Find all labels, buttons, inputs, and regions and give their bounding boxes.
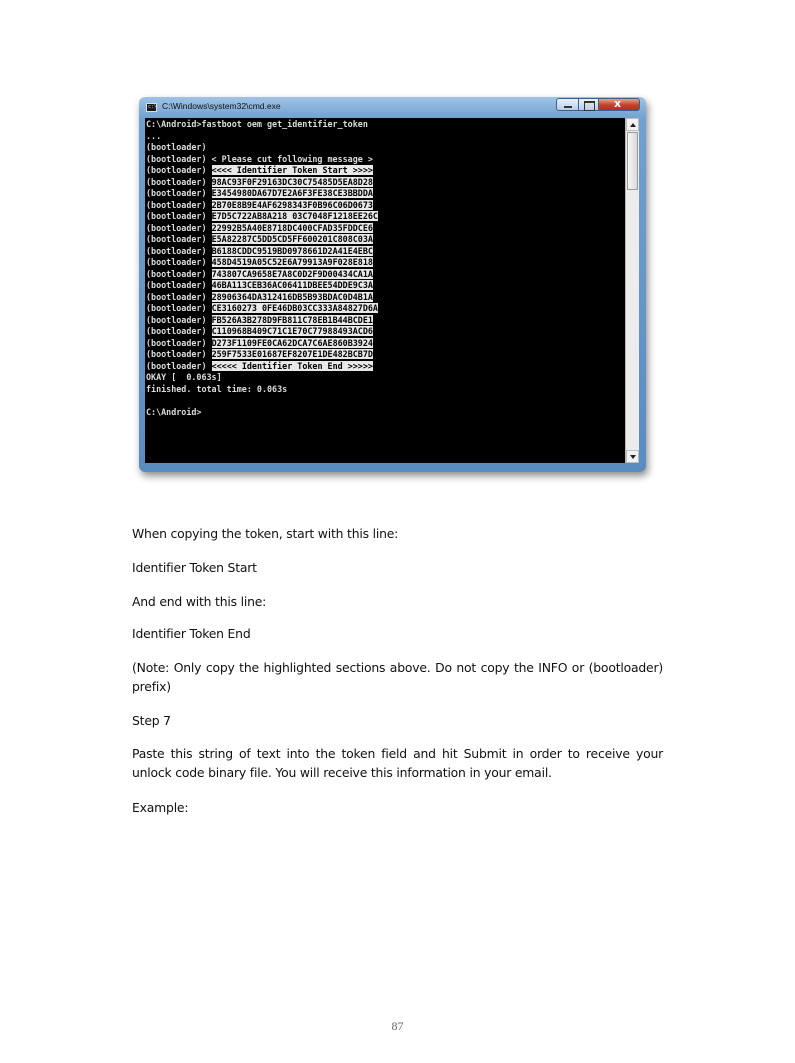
console-line: [146, 372, 222, 384]
page-number: 87: [391, 1019, 404, 1033]
window-controls: [556, 98, 640, 111]
console-line: [146, 361, 373, 373]
console-line-prefix: C:\Android>fastboot oem get_identifier_token: [146, 119, 368, 129]
console-line-prefix: (bootloader): [146, 314, 212, 325]
highlighted-token-segment: 259F7533E01687EF8207E1DE482BCB7D: [211, 349, 373, 359]
console-line-prefix: (bootloader): [146, 360, 212, 371]
highlighted-token-segment: 46BA113CEB36AC06411DBEE54DDE9C3A: [211, 280, 373, 290]
console-line-prefix: (bootloader): [146, 337, 212, 348]
highlighted-token-segment: B6188CDDC9519BD0978661D2A41E4EBC: [211, 245, 373, 256]
console-line: [146, 223, 373, 235]
highlighted-token-segment: E3454980DA67D7E2A6F3FE38CE3BBDDA: [211, 188, 373, 198]
console-line: [146, 165, 373, 177]
console-line: [146, 200, 373, 212]
console-line-prefix: (bootloader): [146, 326, 212, 336]
highlighted-token-segment: CE3160273 0FE46DB03CC333A84827D6A: [211, 303, 378, 313]
scroll-up-arrow-icon[interactable]: [626, 118, 639, 131]
console-line-prefix: (bootloader): [146, 245, 212, 256]
console-line-prefix: (bootloader): [146, 176, 212, 187]
highlighted-token-segment: <<<<< Identifier Token End >>>>>: [211, 360, 373, 371]
copy-end-instruction: And end with this line:: [132, 594, 267, 609]
token-end-line: Identifier Token End: [132, 626, 251, 641]
console-line-prefix: (bootloader): [146, 280, 212, 290]
console-line-prefix: (bootloader): [146, 234, 212, 244]
highlighted-token-segment: 28906364DA312416DB5B93BDAC0D4B1A: [211, 291, 373, 302]
console-line: [146, 154, 373, 166]
console-line-prefix: (bootloader): [146, 188, 212, 198]
console-line-prefix: (bootloader): [146, 291, 212, 302]
console-line-prefix: (bootloader): [146, 199, 212, 210]
console-line: [146, 131, 161, 143]
scroll-down-arrow-icon[interactable]: [626, 450, 639, 463]
highlighted-token-segment: <<<< Identifier Token Start >>>>: [211, 165, 373, 175]
console-line-prefix: (bootloader): [146, 165, 212, 175]
console-line-prefix: (bootloader): [146, 257, 212, 267]
console-line-prefix: (bootloader): [146, 349, 212, 359]
console-line: [146, 338, 373, 350]
copy-start-instruction: When copying the token, start with this line:: [132, 526, 399, 541]
console-scrollbar[interactable]: [625, 118, 639, 463]
token-start-line: Identifier Token Start: [132, 560, 257, 575]
console-line: [146, 211, 378, 223]
highlighted-token-segment: 458D4519A05C52E6A79913A9F028E818: [211, 257, 373, 267]
console-line-prefix: ...: [146, 130, 162, 141]
cmd-icon: c:\: [148, 104, 158, 110]
console-line-prefix: (bootloader): [146, 268, 212, 279]
console-line-prefix: finished. total time: 0.063s: [146, 383, 288, 394]
console-line-prefix: (bootloader) < Please cut following message >: [146, 153, 373, 164]
step-heading: Step 7: [132, 713, 171, 728]
console-line: [146, 234, 373, 246]
highlighted-token-segment: 22992B5A40E8718DC400CFAD35FDDCE6: [211, 222, 373, 233]
highlighted-token-segment: E5A82287C5DD5CD5FF600201C808C03A: [211, 234, 373, 244]
console-line-prefix: (bootloader): [146, 142, 207, 152]
highlighted-token-segment: E7D5C722AB8A218 03C7048F1218EE26C: [211, 211, 378, 221]
paste-instruction: Paste this string of text into the token field and hit Submit in order to receive your unlock code binary file. You will receive this information in your email.: [132, 746, 663, 780]
window-title: C:\Windows\system32\cmd.exe: [162, 101, 281, 111]
console-line: [146, 280, 373, 292]
console-line: [146, 257, 373, 269]
console-line: [146, 177, 373, 189]
console-line: [146, 188, 373, 200]
maximize-button[interactable]: [579, 98, 599, 111]
console-line-prefix: (bootloader): [146, 211, 212, 221]
console-line: [146, 315, 373, 327]
console-line-prefix: C:\Android>: [146, 406, 202, 417]
console-line: [146, 142, 207, 154]
example-label: Example:: [132, 800, 189, 815]
console-line: [146, 269, 373, 281]
highlighted-token-segment: C110968B409C71C1E70C77988493ACD6: [211, 326, 373, 336]
close-button[interactable]: [599, 98, 640, 111]
highlighted-token-segment: D273F1109FE0CA62DCA7C6AE860B3924: [211, 337, 373, 348]
highlighted-token-segment: 2B70E8B9E4AF6298343F0B96C06D0673: [211, 199, 373, 210]
scroll-thumb[interactable]: [627, 132, 638, 190]
console-line: [146, 326, 373, 338]
console-line-prefix: OKAY [ 0.063s]: [146, 372, 222, 382]
window-titlebar: [139, 97, 646, 117]
console-line: [146, 384, 287, 396]
console-line: [146, 246, 373, 258]
highlighted-token-segment: 743807CA9658E7A8C0D2F9D00434CA1A: [211, 268, 373, 279]
highlighted-token-segment: FB526A3B278D9FB811C78EB1B44BCDE1: [211, 314, 373, 325]
console-line: [146, 119, 368, 131]
console-line: [146, 349, 373, 361]
console-line: [146, 407, 201, 419]
console-line: [146, 292, 373, 304]
cmd-window-screenshot: [139, 97, 646, 472]
console-line: [146, 303, 378, 315]
note-paragraph: (Note: Only copy the highlighted sections above. Do not copy the INFO or (bootloader) prefix): [132, 660, 663, 694]
minimize-button[interactable]: [556, 98, 579, 111]
highlighted-token-segment: 98AC93F0F29163DC30C75485D5EA8D28: [211, 176, 373, 187]
console-output: [145, 118, 625, 463]
console-line-prefix: (bootloader): [146, 222, 212, 233]
console-line-prefix: (bootloader): [146, 303, 212, 313]
